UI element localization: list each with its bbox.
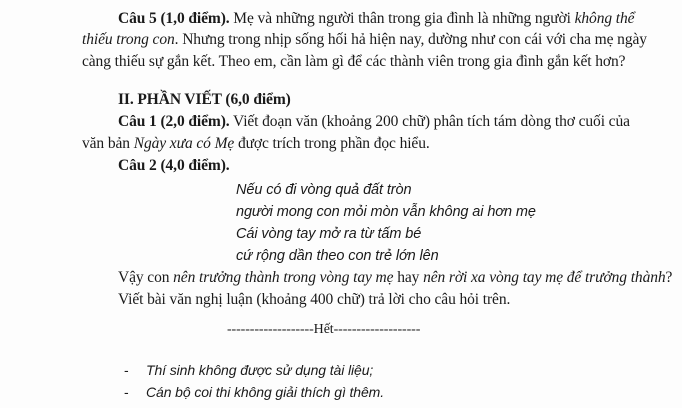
q5-line-2: thiếu trong con. Nhưng trong nhịp sống hối hả hiện nay, dường như con cái với cha mẹ ngày — [82, 31, 647, 48]
q1-line-1: Câu 1 (2,0 điểm). Viết đoạn văn (khoảng 200 chữ) phân tích tám dòng thơ cuối của — [118, 113, 630, 130]
poem-line-3: Cái vòng tay mở ra từ tấm bé — [236, 226, 422, 242]
note-item: Cán bộ coi thi không giải thích gì thêm. — [146, 384, 385, 400]
poem-line-1: Nếu có đi vòng quả đất tròn — [236, 182, 412, 198]
q5-label: Câu 5 (1,0 điểm). — [118, 10, 230, 27]
q2-instruction: Viết bài văn nghị luận (khoảng 400 chữ) trả lời cho câu hỏi trên. — [118, 291, 511, 308]
q2-label: Câu 2 (4,0 điểm). — [118, 157, 230, 174]
note-item: Thí sinh không được sử dụng tài liệu; — [146, 362, 374, 378]
end-marker: -------------------Hết------------------- — [227, 322, 421, 337]
q1-label: Câu 1 (2,0 điểm). — [118, 113, 230, 130]
bullet-dash: - — [124, 362, 129, 378]
poem-line-2: người mong con mỏi mòn vẫn không ai hơn mẹ — [236, 204, 536, 220]
q5-line-1: Câu 5 (1,0 điểm). Mẹ và những người thân trong gia đình là những người không thể — [118, 10, 635, 27]
q1-line-2: văn bản Ngày xưa có Mẹ được trích trong phần đọc hiểu. — [82, 135, 430, 152]
q2-prompt: Vậy con nên trưởng thành trong vòng tay mẹ hay nên rời xa vòng tay mẹ để trưởng thành? — [118, 269, 673, 286]
q5-line-3: càng thiếu sự gắn kết. Theo em, cần làm gì để các thành viên trong gia đình gắn kết hơn? — [82, 53, 626, 70]
section-heading: II. PHẦN VIẾT (6,0 điểm) — [118, 91, 291, 108]
poem-line-4: cứ rộng dần theo con trẻ lớn lên — [236, 248, 439, 264]
bullet-dash: - — [124, 384, 129, 400]
